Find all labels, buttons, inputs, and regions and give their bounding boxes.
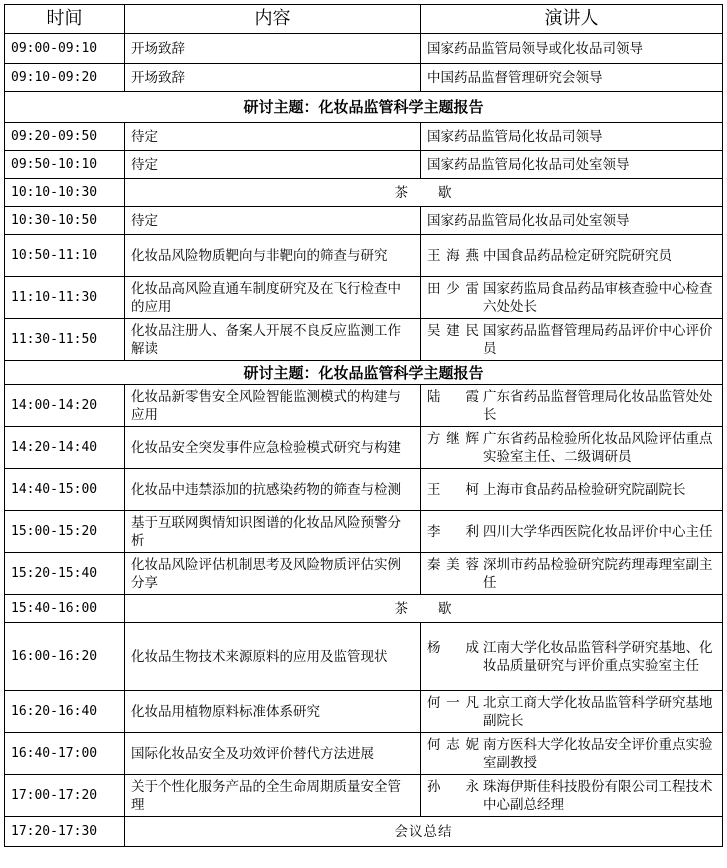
time-cell: 10:50-11:10 xyxy=(5,235,125,277)
time-cell: 09:50-10:10 xyxy=(5,151,125,179)
time-cell: 16:20-16:40 xyxy=(5,691,125,733)
agenda-row xyxy=(5,123,723,151)
speaker-name: 杨 成 xyxy=(427,639,479,656)
speaker-org: 南方医科大学化妆品安全评价重点实验室副教授 xyxy=(483,736,713,771)
speaker-cell xyxy=(421,64,723,92)
agenda-row xyxy=(5,553,723,595)
speaker-org: 北京工商大学化妆品监管科学研究基地副院长 xyxy=(483,694,713,729)
time-cell: 14:00-14:20 xyxy=(5,385,125,427)
speaker-name: 吴建民 xyxy=(427,322,479,339)
time-cell: 09:20-09:50 xyxy=(5,123,125,151)
agenda-row xyxy=(5,733,723,775)
time-cell: 14:40-15:00 xyxy=(5,469,125,511)
speaker-cell xyxy=(421,469,723,511)
time-cell: 11:10-11:30 xyxy=(5,277,125,319)
speaker-org: 国家药品监督管理局药品评价中心评价员 xyxy=(483,322,713,357)
content-cell: 化妆品风险物质靶向与非靶向的筛查与研究 xyxy=(125,235,421,277)
speaker-org: 中国食品药品检定研究院研究员 xyxy=(483,247,672,264)
speaker-cell xyxy=(421,427,723,469)
agenda-row xyxy=(5,623,723,691)
speaker-org: 国家药品监管局化妆品司处室领导 xyxy=(427,156,630,173)
content-cell: 化妆品中违禁添加的抗感染药物的筛查与检测 xyxy=(125,469,421,511)
content-cell: 待定 xyxy=(125,207,421,235)
content-cell: 化妆品用植物原料标准体系研究 xyxy=(125,691,421,733)
speaker-block xyxy=(427,736,716,772)
content-cell: 基于互联网舆情知识图谱的化妆品风险预警分析 xyxy=(125,511,421,553)
time-cell: 14:20-14:40 xyxy=(5,427,125,469)
agenda-row xyxy=(5,511,723,553)
speaker-block xyxy=(427,388,716,424)
section-title: 研讨主题：化妆品监管科学主题报告 xyxy=(5,92,723,123)
content-cell: 化妆品注册人、备案人开展不良反应监测工作解读 xyxy=(125,319,421,361)
break-label: 会议总结 xyxy=(125,817,723,847)
speaker-org: 国家药监局食品药品审核查验中心检查六处处长 xyxy=(483,280,713,315)
time-cell: 15:00-15:20 xyxy=(5,511,125,553)
break-row xyxy=(5,179,723,207)
speaker-name: 何一凡 xyxy=(427,694,479,711)
break-row xyxy=(5,595,723,623)
agenda-row xyxy=(5,64,723,92)
break-label: 茶 歇 xyxy=(125,179,723,207)
time-cell: 09:10-09:20 xyxy=(5,64,125,92)
content-cell: 待定 xyxy=(125,123,421,151)
speaker-cell xyxy=(421,34,723,64)
speaker-cell xyxy=(421,123,723,151)
speaker-name: 方继辉 xyxy=(427,430,479,447)
time-cell: 10:30-10:50 xyxy=(5,207,125,235)
header-time: 时间 xyxy=(5,5,125,34)
speaker-name: 田少雷 xyxy=(427,280,479,297)
header-content: 内容 xyxy=(125,5,421,34)
speaker-block xyxy=(427,280,716,316)
speaker-block xyxy=(427,481,716,499)
time-cell: 15:40-16:00 xyxy=(5,595,125,623)
agenda-row xyxy=(5,385,723,427)
speaker-org: 上海市食品药品检验研究院副院长 xyxy=(483,481,686,498)
agenda-row xyxy=(5,207,723,235)
speaker-name: 李 利 xyxy=(427,523,479,540)
speaker-cell xyxy=(421,151,723,179)
agenda-row xyxy=(5,319,723,361)
agenda-row xyxy=(5,469,723,511)
speaker-org: 国家药品监管局领导或化妆品司领导 xyxy=(427,40,643,57)
agenda-body xyxy=(5,34,723,847)
speaker-cell xyxy=(421,385,723,427)
speaker-block xyxy=(427,556,716,592)
agenda-row xyxy=(5,34,723,64)
speaker-cell xyxy=(421,277,723,319)
agenda-row xyxy=(5,775,723,817)
speaker-name: 王 柯 xyxy=(427,481,479,498)
speaker-cell xyxy=(421,733,723,775)
section-row xyxy=(5,92,723,123)
time-cell: 17:00-17:20 xyxy=(5,775,125,817)
speaker-block xyxy=(427,247,716,265)
speaker-org: 国家药品监管局化妆品司处室领导 xyxy=(427,212,630,229)
speaker-block xyxy=(427,322,716,358)
content-cell: 关于个性化服务产品的全生命周期质量安全管理 xyxy=(125,775,421,817)
section-row xyxy=(5,361,723,385)
speaker-org: 中国药品监督管理研究会领导 xyxy=(427,69,603,86)
speaker-org: 四川大学华西医院化妆品评价中心主任 xyxy=(483,523,713,540)
content-cell: 开场致辞 xyxy=(125,34,421,64)
speaker-block xyxy=(427,430,716,466)
time-cell: 09:00-09:10 xyxy=(5,34,125,64)
speaker-name: 陆 霞 xyxy=(427,388,479,405)
speaker-cell xyxy=(421,623,723,691)
speaker-name: 孙 永 xyxy=(427,778,479,795)
speaker-name: 秦美蓉 xyxy=(427,556,479,573)
content-cell: 待定 xyxy=(125,151,421,179)
time-cell: 16:40-17:00 xyxy=(5,733,125,775)
content-cell: 化妆品安全突发事件应急检验模式研究与构建 xyxy=(125,427,421,469)
speaker-block xyxy=(427,639,716,675)
speaker-cell xyxy=(421,511,723,553)
content-cell: 国际化妆品安全及功效评价替代方法进展 xyxy=(125,733,421,775)
agenda-table xyxy=(4,4,723,847)
agenda-row xyxy=(5,277,723,319)
speaker-cell xyxy=(421,319,723,361)
speaker-org: 珠海伊斯佳科技股份有限公司工程技术中心副总经理 xyxy=(483,778,713,813)
break-label: 茶 歇 xyxy=(125,595,723,623)
speaker-block xyxy=(427,694,716,730)
time-cell: 10:10-10:30 xyxy=(5,179,125,207)
time-cell: 15:20-15:40 xyxy=(5,553,125,595)
time-cell: 17:20-17:30 xyxy=(5,817,125,847)
speaker-cell xyxy=(421,775,723,817)
agenda-row xyxy=(5,151,723,179)
speaker-block xyxy=(427,778,716,814)
header-row xyxy=(5,5,723,34)
time-cell: 16:00-16:20 xyxy=(5,623,125,691)
speaker-cell xyxy=(421,691,723,733)
speaker-org: 江南大学化妆品监管科学研究基地、化妆品质量研究与评价重点实验室主任 xyxy=(483,639,713,674)
content-cell: 化妆品新零售安全风险智能监测模式的构建与应用 xyxy=(125,385,421,427)
header-speaker: 演讲人 xyxy=(421,5,723,34)
break-row xyxy=(5,817,723,847)
content-cell: 化妆品高风险直通车制度研究及在飞行检查中的应用 xyxy=(125,277,421,319)
speaker-name: 王海燕 xyxy=(427,247,479,264)
content-cell: 化妆品生物技术来源原料的应用及监管现状 xyxy=(125,623,421,691)
agenda-row xyxy=(5,235,723,277)
speaker-org: 广东省药品监督管理局化妆品监管处处长 xyxy=(483,388,713,423)
time-cell: 11:30-11:50 xyxy=(5,319,125,361)
speaker-cell xyxy=(421,235,723,277)
speaker-org: 国家药品监管局化妆品司领导 xyxy=(427,128,603,145)
section-title: 研讨主题：化妆品监管科学主题报告 xyxy=(5,361,723,385)
speaker-name: 何志妮 xyxy=(427,736,479,753)
agenda-row xyxy=(5,427,723,469)
content-cell: 化妆品风险评估机制思考及风险物质评估实例分享 xyxy=(125,553,421,595)
speaker-block xyxy=(427,523,716,541)
speaker-org: 深圳市药品检验研究院药理毒理室副主任 xyxy=(483,556,713,591)
speaker-cell xyxy=(421,207,723,235)
speaker-org: 广东省药品检验所化妆品风险评估重点实验室主任、二级调研员 xyxy=(483,430,713,465)
speaker-cell xyxy=(421,553,723,595)
agenda-row xyxy=(5,691,723,733)
content-cell: 开场致辞 xyxy=(125,64,421,92)
